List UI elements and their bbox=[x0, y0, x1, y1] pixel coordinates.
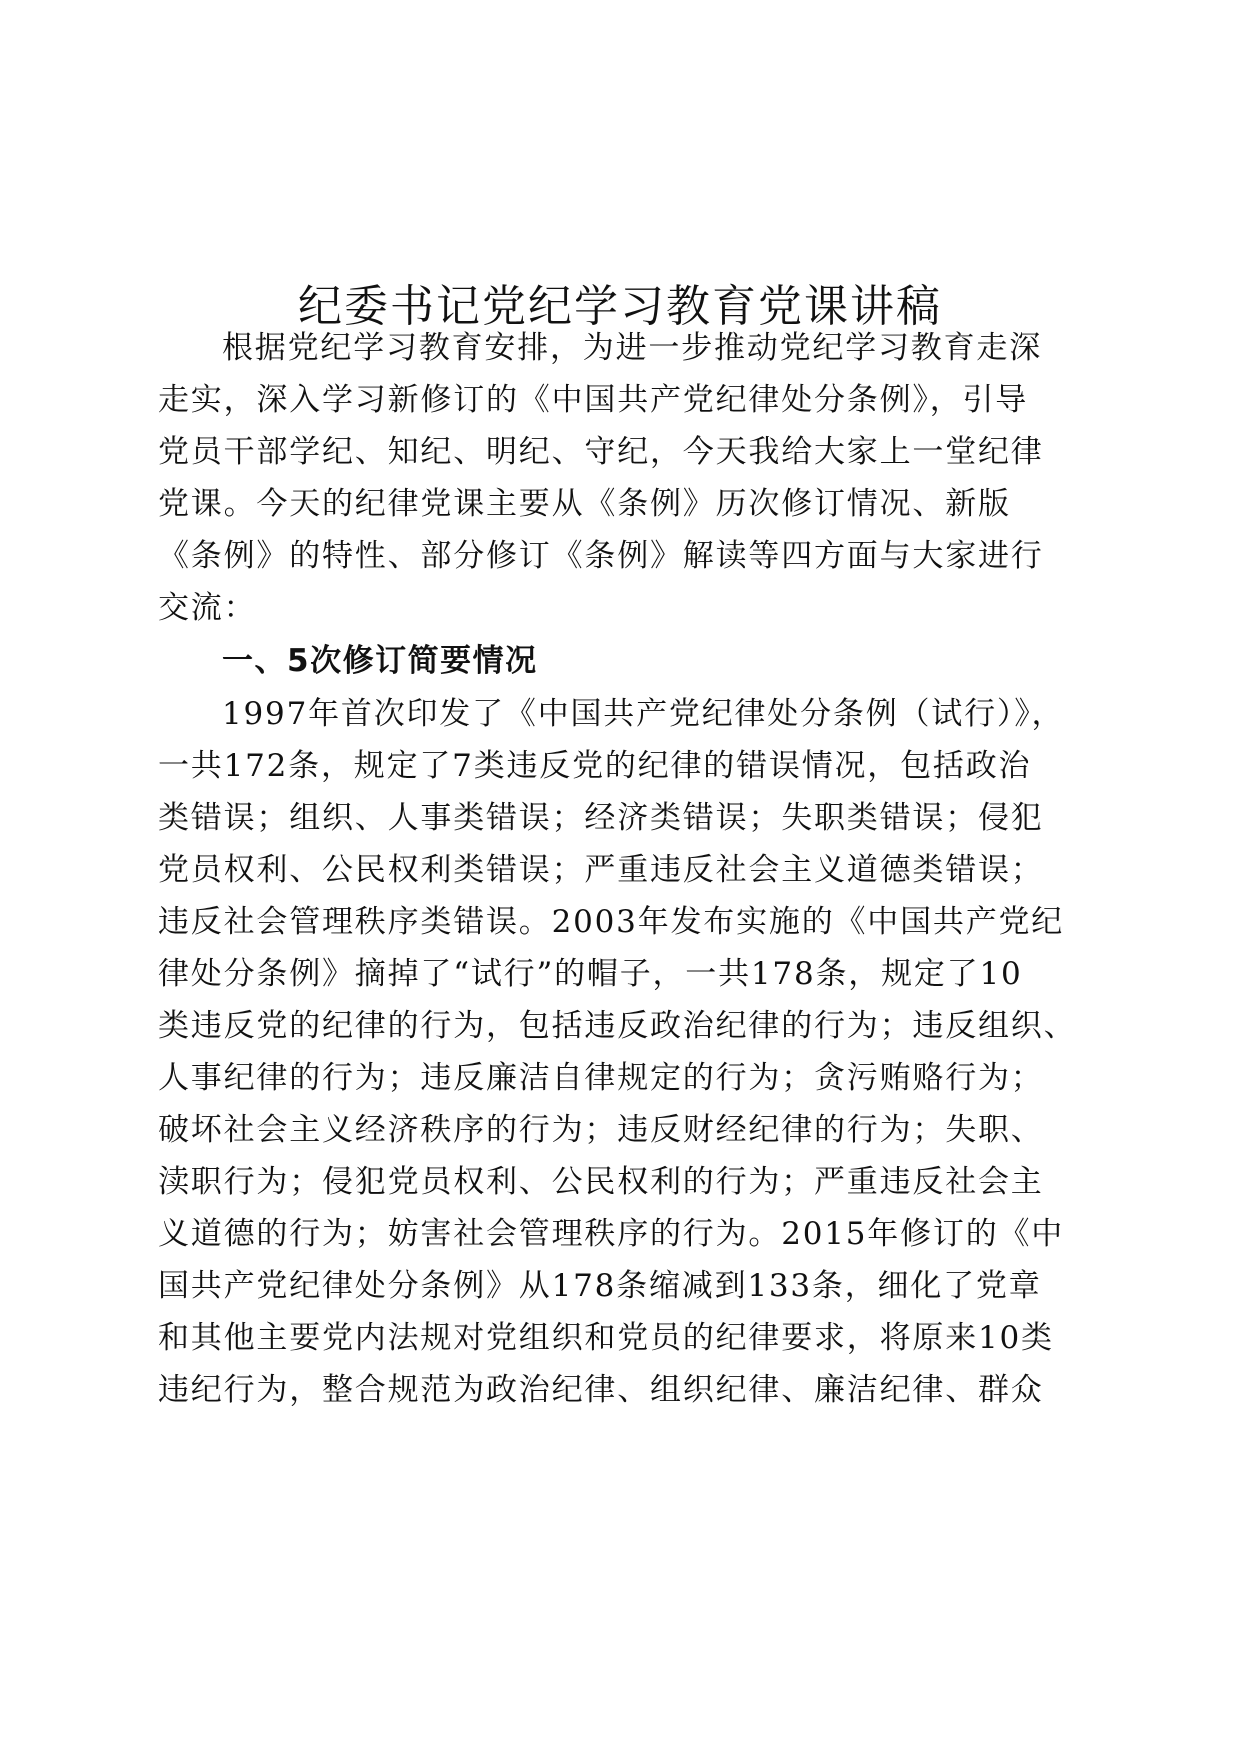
section-line: 一共172条，规定了7类违反党的纪律的错误情况，包括政治 bbox=[158, 748, 1032, 784]
section-line: 义道德的行为；妨害社会管理秩序的行为。2015年修订的《中 bbox=[158, 1216, 1065, 1252]
section-line: 1997年首次印发了《中国共产党纪律处分条例（试行）》， bbox=[222, 696, 1065, 732]
section-line: 违纪行为，整合规范为政治纪律、组织纪律、廉洁纪律、群众 bbox=[158, 1372, 1044, 1408]
intro-line: 走实，深入学习新修订的《中国共产党纪律处分条例》，引导 bbox=[158, 382, 1029, 418]
section-line: 破坏社会主义经济秩序的行为；违反财经纪律的行为；失职、 bbox=[158, 1112, 1044, 1148]
section-line: 类错误；组织、人事类错误；经济类错误；失职类错误；侵犯 bbox=[158, 800, 1044, 836]
section-line: 渎职行为；侵犯党员权利、公民权利的行为；严重违反社会主 bbox=[158, 1164, 1044, 1200]
section-line: 人事纪律的行为；违反廉洁自律规定的行为；贪污贿赂行为； bbox=[158, 1060, 1044, 1096]
document-title: 纪委书记党纪学习教育党课讲稿 bbox=[298, 281, 942, 332]
section-line: 和其他主要党内法规对党组织和党员的纪律要求，将原来10类 bbox=[158, 1320, 1054, 1356]
intro-line: 《条例》的特性、部分修订《条例》解读等四方面与大家进行 bbox=[158, 538, 1044, 574]
intro-line: 党课。今天的纪律党课主要从《条例》历次修订情况、新版 bbox=[158, 486, 1011, 522]
section-line: 党员权利、公民权利类错误；严重违反社会主义道德类错误； bbox=[158, 852, 1044, 888]
section-line: 国共产党纪律处分条例》从178条缩减到133条，细化了党章 bbox=[158, 1268, 1042, 1304]
section-heading: 一、5次修订简要情况 bbox=[222, 643, 538, 679]
intro-line: 根据党纪学习教育安排，为进一步推动党纪学习教育走深 bbox=[222, 330, 1042, 366]
section-line: 律处分条例》摘掉了“试行”的帽子，一共178条，规定了10 bbox=[158, 956, 1023, 992]
intro-line: 交流： bbox=[158, 590, 257, 626]
section-line: 违反社会管理秩序类错误。2003年发布实施的《中国共产党纪 bbox=[158, 904, 1065, 940]
intro-line: 党员干部学纪、知纪、明纪、守纪，今天我给大家上一堂纪律 bbox=[158, 434, 1044, 470]
section-line: 类违反党的纪律的行为，包括违反政治纪律的行为；违反组织、 bbox=[158, 1008, 1077, 1044]
